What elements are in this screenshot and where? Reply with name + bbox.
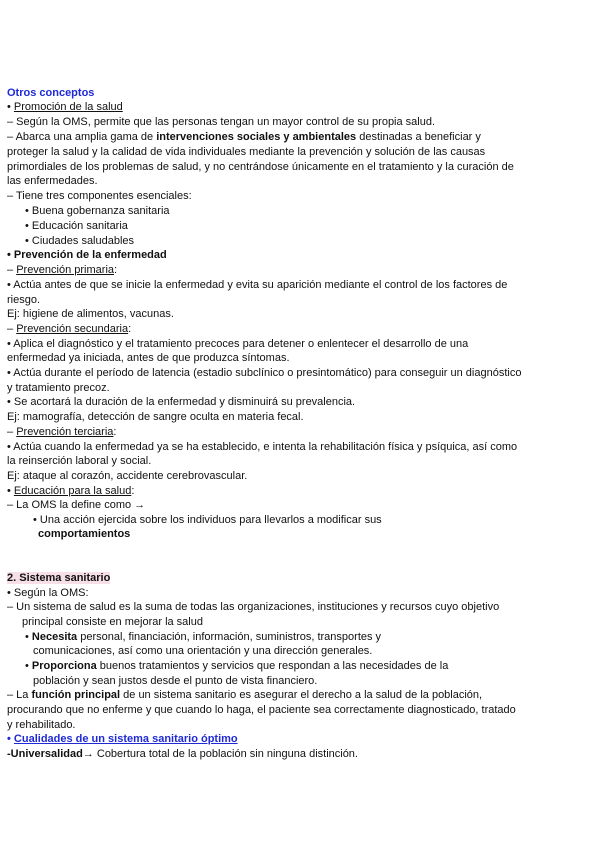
secundaria-example: Ej: mamografía, detección de sangre oculta en materia fecal. xyxy=(7,411,304,423)
componente-item: • Educación sanitaria xyxy=(25,220,128,232)
necesita-rest: personal, financiación, información, suministros, transportes y xyxy=(77,631,382,643)
abarca-pre: – Abarca una amplia gama de xyxy=(7,131,157,143)
colon: : xyxy=(128,323,132,335)
primaria-line-2: riesgo. xyxy=(7,294,41,306)
dash: – xyxy=(7,426,17,438)
promocion-heading-label: Promoción de la salud xyxy=(13,101,123,113)
prevencion-secundaria-label: Prevención secundaria xyxy=(16,323,129,335)
educacion-oms-line: – La OMS la define como → xyxy=(7,499,146,511)
dash: – xyxy=(7,323,17,335)
secundaria-line-2: enfermedad ya iniciada, antes de que produzca síntomas. xyxy=(7,352,290,364)
educacion-heading xyxy=(7,484,134,498)
primaria-line-1: • Actúa antes de que se inicie la enfermedad y evita su aparición mediante el control de los factores de xyxy=(7,279,508,291)
proporciona-bold: Proporciona xyxy=(31,660,97,672)
funcion-post: de un sistema sanitario es asegurar el derecho a la salud de la población, xyxy=(120,689,483,701)
proporciona-rest: buenos tratamientos y servicios que respondan a las necesidades de la xyxy=(96,660,449,672)
bullet: • xyxy=(25,631,32,643)
componente-item: • Buena gobernanza sanitaria xyxy=(25,205,170,217)
bullet: • xyxy=(7,485,14,497)
abarca-bold: intervenciones sociales y ambientales xyxy=(156,131,357,143)
componentes-intro: – Tiene tres componentes esenciales: xyxy=(7,190,192,202)
educacion-accion-line-2: comportamientos xyxy=(38,528,131,540)
cualidades-heading xyxy=(7,732,238,746)
cualidades-label: Cualidades de un sistema sanitario óptimo xyxy=(13,733,238,745)
colon: : xyxy=(114,264,118,276)
funcion-line-1 xyxy=(7,688,482,702)
secundaria-line-4: y tratamiento precoz. xyxy=(7,382,110,394)
dash: – xyxy=(7,264,17,276)
promocion-line-3: primordiales de los problemas de salud, y no centrándose únicamente en el tratamiento y la curación de xyxy=(7,161,514,173)
primaria-example: Ej: higiene de alimentos, vacunas. xyxy=(7,308,174,320)
section-title-sistema-sanitario xyxy=(7,571,110,585)
colon: : xyxy=(131,485,135,497)
secundaria-line-1: • Aplica el diagnóstico y el tratamiento precoces para detener o enlentecer el desarrollo de una xyxy=(7,338,469,350)
promocion-line-2: proteger la salud y la calidad de vida individuales mediante la prevención y solución de las causas xyxy=(7,146,486,158)
funcion-line-3: y rehabilitado. xyxy=(7,719,76,731)
educacion-label: Educación para la salud xyxy=(13,485,132,497)
promocion-heading xyxy=(7,100,123,114)
componente-item: • Ciudades saludables xyxy=(25,235,135,247)
educacion-accion-line-1: • Una acción ejercida sobre los individuos para llevarlos a modificar sus xyxy=(33,514,382,526)
terciaria-line-1: • Actúa cuando la enfermedad ya se ha establecido, e intenta la rehabilitación física y psíquica, así como xyxy=(7,441,518,453)
colon: : xyxy=(113,426,117,438)
universalidad-line xyxy=(7,747,358,761)
secundaria-line-5: • Se acortará la duración de la enfermedad y disminuirá su prevalencia. xyxy=(7,396,356,408)
secundaria-line-3: • Actúa durante el período de latencia (estadio subclínico o presintomático) para conseguir un diagnóstico xyxy=(7,367,522,379)
prevencion-title: • Prevención de la enfermedad xyxy=(7,249,167,261)
bullet: • xyxy=(25,660,32,672)
prevencion-terciaria-heading xyxy=(7,425,116,439)
necesita-bold: Necesita xyxy=(31,631,78,643)
sistema-def-line-2: principal consiste en mejorar la salud xyxy=(22,616,203,628)
sistema-title-highlight: 2. Sistema sanitario xyxy=(7,572,111,584)
proporciona-line-1 xyxy=(25,659,448,673)
necesita-line-2: comunicaciones, así como una orientación y una dirección generales. xyxy=(33,645,373,657)
terciaria-example: Ej: ataque al corazón, accidente cerebrovascular. xyxy=(7,470,248,482)
sistema-segun-oms: • Según la OMS: xyxy=(7,587,89,599)
funcion-line-2: procurando que no enferme y que cuando lo haga, el paciente sea correctamente diagnosticado, tratado xyxy=(7,704,516,716)
terciaria-line-2: la reinserción laboral y social. xyxy=(7,455,152,467)
prevencion-primaria-label: Prevención primaria xyxy=(16,264,115,276)
promocion-oms-line: – Según la OMS, permite que las personas tengan un mayor control de su propia salud. xyxy=(7,116,436,128)
bullet: • xyxy=(7,101,11,113)
abarca-post: destinadas a beneficiar y xyxy=(356,131,481,143)
prevencion-primaria-heading xyxy=(7,263,117,277)
universalidad-bold: -Universalidad xyxy=(7,748,83,760)
bullet: • xyxy=(7,733,14,745)
promocion-line-4: las enfermedades. xyxy=(7,175,98,187)
funcion-bold: función principal xyxy=(31,689,121,701)
prevencion-terciaria-label: Prevención terciaria xyxy=(16,426,114,438)
necesita-line-1 xyxy=(25,630,381,644)
promocion-abarca-line xyxy=(7,130,481,144)
section-title-otros-conceptos: Otros conceptos xyxy=(7,87,95,99)
universalidad-rest: → Cobertura total de la población sin ninguna distinción. xyxy=(82,748,358,760)
sistema-def-line-1: – Un sistema de salud es la suma de todas las organizaciones, instituciones y recursos cuyo objetivo xyxy=(7,601,500,613)
proporciona-line-2: población y sean justos desde el punto de vista financiero. xyxy=(33,675,318,687)
funcion-pre: – La xyxy=(7,689,32,701)
prevencion-secundaria-heading xyxy=(7,322,131,336)
